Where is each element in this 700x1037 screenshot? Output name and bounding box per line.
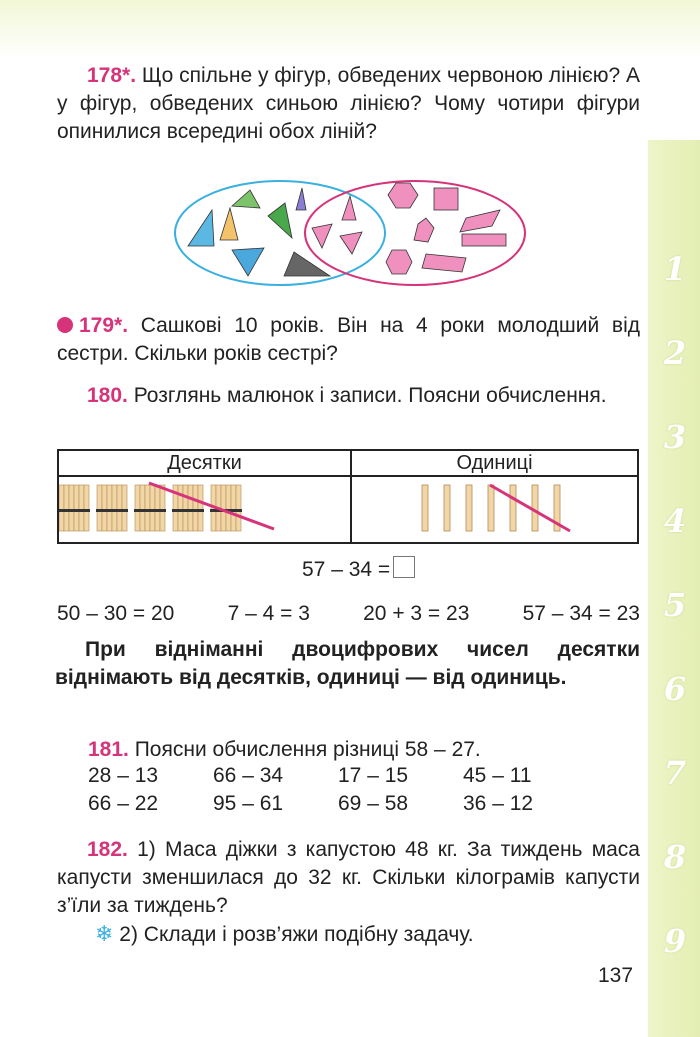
task-179-text: Сашкові 10 років. Він на 4 роки молодший від сестри. Скільки років сестрі?: [57, 314, 640, 365]
task-180-text: Розглянь малюнок і записи. Поясни обчислення.: [127, 384, 607, 407]
side-tab-7: 7: [663, 754, 687, 792]
answer-box: [393, 556, 415, 578]
side-tab-1: 1: [663, 250, 687, 288]
ones-sticks: [352, 477, 637, 537]
task-178-number: 178*.: [87, 64, 137, 87]
shape-purple-triangle: [296, 188, 306, 210]
task-181-number: 181.: [88, 738, 129, 761]
task-179: [57, 312, 640, 368]
shape-pink-triangle-1: [312, 224, 332, 248]
equations-row: [57, 600, 640, 628]
shape-blue-triangle-low: [232, 248, 264, 276]
tens-bundles: [59, 477, 349, 537]
task-182: [57, 836, 640, 920]
task-181-row-2: [88, 792, 588, 816]
equation: 7 – 4 = 3: [227, 602, 310, 625]
side-tab-2: 2: [663, 334, 687, 372]
stick-bundle: [134, 485, 166, 531]
task-181-row-1: [88, 764, 588, 788]
header-tens: Десятки: [58, 450, 351, 476]
snowflake-icon: ❄: [95, 921, 114, 946]
stick: [488, 485, 494, 531]
shape-green-triangle: [268, 203, 292, 238]
expression: 45 – 11: [463, 764, 532, 787]
shape-pink-parallelogram: [460, 210, 500, 232]
shape-pink-square: [434, 188, 458, 210]
stick: [510, 485, 516, 531]
shape-pink-triangle-3: [340, 232, 362, 254]
task-182-text-2: 2) Склади і розв’яжи подібну задачу.: [119, 923, 474, 946]
expression: 17 – 15: [338, 764, 409, 787]
shape-yellow-triangle: [220, 208, 238, 240]
shape-pink-hexagon-1: [388, 183, 418, 208]
task-181-text: Поясни обчислення різниці 58 – 27.: [128, 738, 481, 761]
side-tab-9: 9: [663, 922, 687, 960]
bullet-icon: [57, 317, 73, 333]
expression: 28 – 13: [88, 764, 159, 787]
ones-cell: [351, 476, 638, 543]
task-182-part-2: [95, 920, 474, 949]
expression: 66 – 34: [213, 764, 284, 787]
equation: 20 + 3 = 23: [363, 602, 470, 625]
shape-gray-triangle: [284, 252, 330, 276]
expression-text: 57 – 34 =: [302, 558, 391, 581]
task-181: [88, 736, 481, 764]
shape-pink-quad: [422, 254, 466, 272]
task-180-number: 180.: [87, 384, 128, 407]
task-182-number: 182.: [87, 838, 128, 861]
stick-bundle: [59, 485, 90, 531]
task-182-text-1: 1) Маса діжки з капустою 48 кг. За тиждень маса капусти зменшилася до 32 кг. Скільки кілограмів капусти з’їли за тиждень?: [57, 838, 640, 917]
task-179-number: 179*.: [79, 314, 129, 337]
task-180: [57, 382, 640, 410]
shape-pink-hexagon-2: [386, 250, 412, 274]
tens-cell: [58, 476, 351, 543]
side-tab-6: 6: [663, 670, 687, 708]
task-178-text: Що спільне у фігур, обведених червоною лінією? А у фігур, обведених синьою лінією? Чому чотири фігури опинилися всередині обох ліній?: [57, 64, 640, 143]
expression-57-34: [302, 556, 415, 584]
stick: [422, 485, 428, 531]
task-178: [57, 62, 640, 146]
stick-bundle: [96, 485, 128, 531]
side-tab-8: 8: [663, 838, 687, 876]
subtraction-rule: При відніманні двоцифрових чисел десятки віднімають від десятків, одиниці — від одиниць.: [55, 638, 640, 689]
side-tab-4: 4: [663, 502, 687, 540]
stick: [466, 485, 472, 531]
page-number: 137: [598, 964, 634, 987]
stick: [444, 485, 450, 531]
shape-pink-triangle-2: [342, 196, 356, 220]
shape-pink-pentagon: [414, 218, 434, 242]
shape-blue-triangle: [188, 210, 214, 246]
side-tab-3: 3: [663, 418, 687, 456]
expression: 95 – 61: [213, 792, 284, 815]
place-value-table: [57, 449, 639, 544]
expression: 69 – 58: [338, 792, 409, 815]
venn-diagram: [170, 178, 530, 288]
expression: 66 – 22: [88, 792, 159, 815]
header-ones: Одиниці: [351, 450, 638, 476]
shape-pink-rectangle: [462, 234, 506, 246]
expression: 36 – 12: [463, 792, 534, 815]
equation: 57 – 34 = 23: [522, 602, 640, 625]
shape-green-triangle-small: [232, 190, 260, 208]
side-tab-5: 5: [663, 586, 687, 624]
equation: 50 – 30 = 20: [57, 602, 175, 625]
